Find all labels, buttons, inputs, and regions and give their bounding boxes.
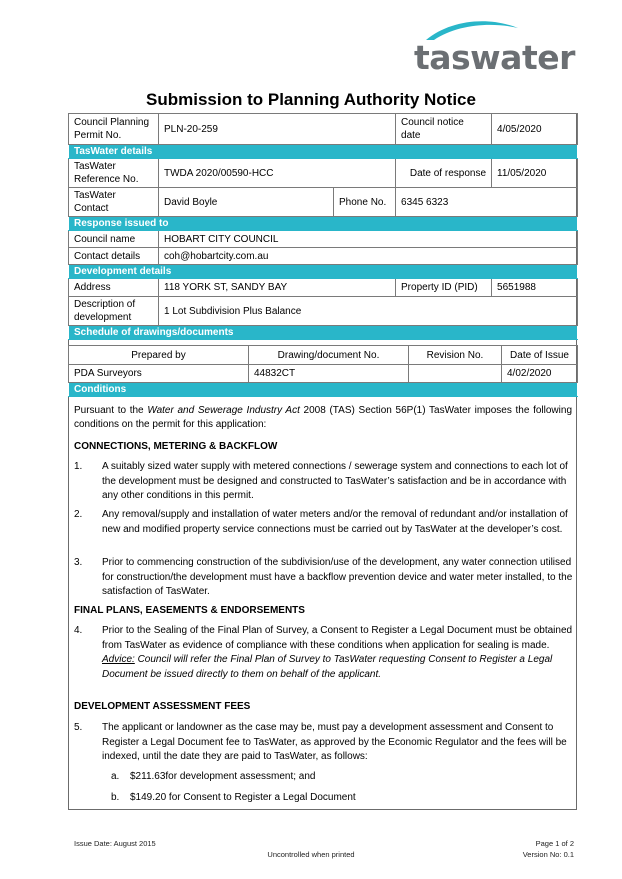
council-name-value: HOBART CITY COUNCIL [159, 231, 578, 248]
contact-details-value: coh@hobartcity.com.au [159, 248, 578, 265]
document-page: taswater Submission to Planning Authority Notice Council Planning Permit No. PLN-20-259 Council notice date 4/05/2020 TasWater details TasWater Reference No. TWDA 2020/00590-HCC Date of response 11/05/2020 TasWater Contact David Boyle Phone No. 6345 6323 Response issued to Council name HOBART CITY COUNCIL Contact details coh@hobartcity.com.au Development details Address 118 YORK ST, SANDY BAY Property ID (PID) 5651988 Description of development 1 Lot Subdivision Plus Balance Schedule of drawings/documents Prepared by Drawing/document No. Revision No. Date of Issue PDA Surveyors 44832CT 4/02/2020 Conditions Pursuant to the Water and Sewerage Industry Act 2008 (TAS) Section 56P(1) TasWater imposes the following conditions on the permit for this application: CONNECTIONS, METERING & BACKFLOW 1. A suitably sized water supply with metered connections / sewerage system and connections to each lot of the development must be designed and constructed to TasWater’s satisfaction and be in accordance with any other conditions in this permit. 2. Any removal/supply and installation of water meters and/or the removal of redundant and/or installation of new and modified property service connections must be carried out by TasWater at the developer’s cost. 3. Prior to commencing construction of the subdivision/use of the development, any water connection utilised for construction/the development must have a backflow prevention device and water meter installed, to the satisfaction of TasWater. FINAL PLANS, EASEMENTS & ENDORSEMENTS 4. Prior to the Sealing of the Final Plan of Survey, a Consent to Register a Legal Document must be obtained from TasWater as evidence of compliance with these conditions when application for sealing is made. Advice: Council will refer the Final Plan of Survey to TasWater requesting Consent to Register a Legal Document be issued directly to them on behalf of the applicant. DEVELOPMENT ASSESSMENT FEES 5. The applicant or landowner as the case may be, must pay a development assessment and Consent to Register a Legal Document fee to TasWater, as approved by the Economic Regulator and the fees will be indexed, until the date they are paid to TasWater, as follows: a. $211.63for development assessment; and b. $149.20 for Consent to Register a Legal Document Issue Date: August 2015 Uncontrolled when printed Page 1 of 2 Version No: 0.1 [0, 0, 622, 879]
contact-row [69, 188, 578, 217]
council-name-label: Council name [69, 231, 159, 248]
section-schedule: Schedule of drawings/documents [69, 326, 578, 340]
permit-value: PLN-20-259 [159, 114, 396, 145]
logo-wordmark: taswater [414, 38, 575, 77]
council-row [69, 231, 578, 248]
section-taswater-details: TasWater details [69, 145, 578, 159]
section-response-issued: Response issued to [69, 217, 578, 231]
description-value: 1 Lot Subdivision Plus Balance [159, 297, 578, 326]
description-label: Description of development [69, 297, 159, 326]
act-name: Water and Sewerage Industry Act [147, 405, 300, 416]
schedule-header-row [69, 346, 578, 365]
footer-version: Version No: 0.1 [522, 850, 574, 859]
page-title: Submission to Planning Authority Notice [146, 90, 476, 109]
footer-uncontrolled: Uncontrolled when printed [267, 850, 355, 859]
heading-connections: CONNECTIONS, METERING & BACKFLOW [74, 441, 278, 452]
permit-row [69, 114, 578, 145]
contact-details-label: Contact details [69, 248, 159, 265]
schedule-row [69, 365, 578, 383]
address-row [69, 279, 578, 297]
footer-issue-date: Issue Date: August 2015 [74, 839, 156, 848]
schedule-date-of-issue: 4/02/2020 [502, 365, 578, 383]
phone-value: 6345 6323 [396, 188, 578, 217]
taswater-contact-label: TasWater Contact [69, 188, 159, 217]
reference-label: TasWater Reference No. [69, 159, 159, 188]
details-table [68, 113, 578, 340]
heading-final-plans: FINAL PLANS, EASEMENTS & ENDORSEMENTS [74, 605, 305, 616]
phone-label: Phone No. [334, 188, 396, 217]
schedule-drawing-no: 44832CT [249, 365, 409, 383]
description-row [69, 297, 578, 326]
schedule-header-date: Date of Issue [502, 346, 578, 365]
conditions-intro: Pursuant to the Water and Sewerage Industry Act 2008 (TAS) Section 56P(1) TasWater imposes the following conditions on the permit for this application: [74, 405, 573, 430]
heading-fees: DEVELOPMENT ASSESSMENT FEES [74, 701, 251, 712]
footer-page-number: Page 1 of 2 [535, 839, 574, 848]
schedule-table [68, 345, 578, 397]
reference-row [69, 159, 578, 188]
contact-details-row [69, 248, 578, 265]
address-value: 118 YORK ST, SANDY BAY [159, 279, 396, 297]
advice-label: Advice: [102, 654, 135, 665]
response-date-value: 11/05/2020 [492, 159, 578, 188]
schedule-revision-no [409, 365, 502, 383]
section-development-details: Development details [69, 265, 578, 279]
reference-value: TWDA 2020/00590-HCC [159, 159, 396, 188]
address-label: Address [69, 279, 159, 297]
advice-text: Council will refer the Final Plan of Survey to TasWater requesting Consent to Register a Legal Document be issued directly to them on behalf of the applicant. [102, 654, 553, 680]
taswater-logo [412, 18, 575, 77]
permit-label: Council Planning Permit No. [69, 114, 159, 145]
schedule-header-revision: Revision No. [409, 346, 502, 365]
pid-label: Property ID (PID) [396, 279, 492, 297]
schedule-header-drawing: Drawing/document No. [249, 346, 409, 365]
notice-date-label: Council notice date [396, 114, 492, 145]
response-date-label: Date of response [396, 159, 492, 188]
section-conditions: Conditions [69, 383, 578, 397]
pid-value: 5651988 [492, 279, 578, 297]
taswater-contact-value: David Boyle [159, 188, 334, 217]
notice-date-value: 4/05/2020 [492, 114, 578, 145]
schedule-prepared-by: PDA Surveyors [69, 365, 249, 383]
schedule-header-prepared: Prepared by [69, 346, 249, 365]
